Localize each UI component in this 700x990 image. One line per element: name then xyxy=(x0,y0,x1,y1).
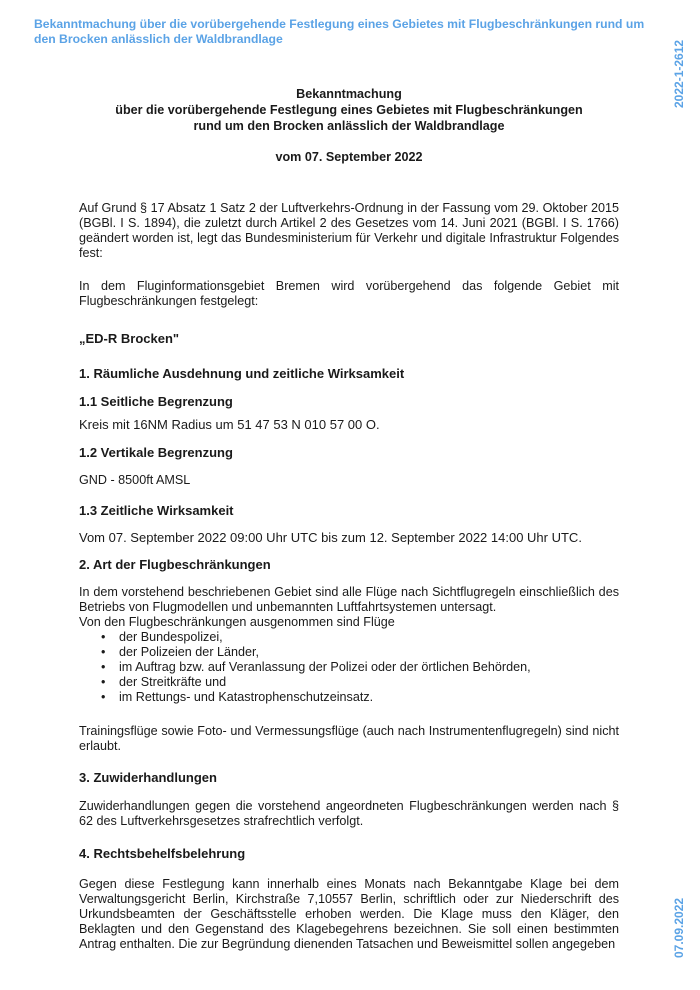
intro-paragraph: Auf Grund § 17 Absatz 1 Satz 2 der Luftverkehrs-Ordnung in der Fassung vom 29. Oktober 2015 (BGBl. I S. 1894), die zuletzt durch Artikel 2 des Gesetzes vom 14. Juni 2021 (BGBl. I S. 1766) geändert worden ist, legt das Bundesministerium für Verkehr und digitale Infrastruktur Folgendes fest: xyxy=(79,201,619,260)
section-3-heading: 3. Zuwiderhandlungen xyxy=(79,770,217,785)
document-date: vom 07. September 2022 xyxy=(275,150,423,164)
section-2-text: In dem vorstehend beschriebenen Gebiet sind alle Flüge nach Sichtflugregeln einschließlich des Betriebs von Flugmodellen und unbemannten Luftfahrtsystemen untersagt. xyxy=(79,585,619,614)
area-name: „ED-R Brocken" xyxy=(79,331,180,346)
list-item: • der Streitkräfte und xyxy=(119,675,619,690)
list-item: • im Auftrag bzw. auf Veranlassung der Polizei oder der örtlichen Behörden, xyxy=(119,660,619,675)
exceptions-list xyxy=(79,630,619,705)
section-1-3-heading: 1.3 Zeitliche Wirksamkeit xyxy=(79,503,234,518)
section-2-heading: 2. Art der Flugbeschränkungen xyxy=(79,557,271,572)
section-1-1-heading: 1.1 Seitliche Begrenzung xyxy=(79,394,233,409)
document-title xyxy=(79,86,619,134)
side-document-id xyxy=(670,28,690,108)
header-banner: Bekanntmachung über die vorübergehende Festlegung eines Gebietes mit Flugbeschränkungen rund um den Brocken anlässlich der Waldbrandlage xyxy=(34,17,645,46)
document-body xyxy=(79,86,619,952)
section-2-exceptions-intro: Von den Flugbeschränkungen ausgenommen sind Flüge xyxy=(79,615,395,629)
list-item: • der Bundespolizei, xyxy=(119,630,619,645)
section-1-2-text: GND - 8500ft AMSL xyxy=(79,473,191,487)
section-1-heading: 1. Räumliche Ausdehnung und zeitliche Wirksamkeit xyxy=(79,366,405,381)
section-1-2-heading: 1.2 Vertikale Begrenzung xyxy=(79,445,233,460)
title-line-1: Bekanntmachung xyxy=(296,87,402,101)
section-3-text: Zuwiderhandlungen gegen die vorstehend angeordneten Flugbeschränkungen werden nach § 62 des Luftverkehrsgesetzes strafrechtlich verfolgt. xyxy=(79,799,619,828)
section-4-heading: 4. Rechtsbehelfsbelehrung xyxy=(79,846,246,861)
section-1-1-text: Kreis mit 16NM Radius um 51 47 53 N 010 57 00 O. xyxy=(79,417,380,432)
section-1-3-text: Vom 07. September 2022 09:00 Uhr UTC bis zum 12. September 2022 14:00 Uhr UTC. xyxy=(79,530,582,545)
fir-paragraph: In dem Fluginformationsgebiet Bremen wird vorübergehend das folgende Gebiet mit Flugbeschränkungen festgelegt: xyxy=(79,279,619,308)
document-date-label: 07.09.2022 xyxy=(672,897,686,958)
title-line-3: rund um den Brocken anlässlich der Waldbrandlage xyxy=(193,119,505,133)
list-item: • im Rettungs- und Katastrophenschutzeinsatz. xyxy=(119,690,619,705)
document-id-label: 2022-1-2612 xyxy=(672,39,686,108)
list-item: • der Polizeien der Länder, xyxy=(119,645,619,660)
section-2-note: Trainingsflüge sowie Foto- und Vermessungsflüge (auch nach Instrumentenflugregeln) sind nicht erlaubt. xyxy=(79,724,619,753)
title-line-2: über die vorübergehende Festlegung eines Gebietes mit Flugbeschränkungen xyxy=(115,103,583,117)
section-4-text: Gegen diese Festlegung kann innerhalb eines Monats nach Bekanntgabe Klage bei dem Verwaltungsgericht Berlin, Kirchstraße 7,10557 Berlin, schriftlich oder zur Niederschrift des Urkundsbeamten der Geschäftsstelle erhoben werden. Die Klage muss den Kläger, den Beklagten und den Gegenstand des Klagebegehrens bezeichnen. Sie soll einen bestimmten Antrag enthalten. Die zur Begründung dienenden Tatsachen und Beweismittel sollen angegeben xyxy=(79,877,619,951)
side-document-date xyxy=(670,888,690,958)
